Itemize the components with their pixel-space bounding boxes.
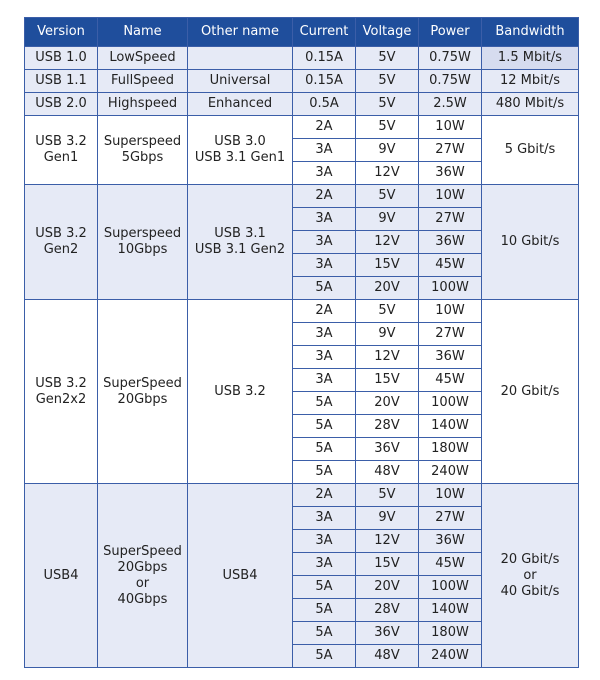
version-cell-line: USB 3.2 (35, 226, 87, 241)
version-cell: USB 1.1 (25, 70, 98, 93)
name-cell-line: SuperSpeed (103, 543, 182, 559)
header-current: Current (293, 18, 356, 47)
voltage-cell: 12V (356, 346, 419, 369)
voltage-cell: 20V (356, 576, 419, 599)
voltage-cell: 9V (356, 208, 419, 231)
version-cell: USB 1.0 (25, 47, 98, 70)
power-cell: 10W (419, 484, 482, 507)
power-cell: 100W (419, 392, 482, 415)
table-body (25, 47, 579, 668)
name-cell (98, 300, 188, 484)
version-cell-line: USB4 (43, 567, 79, 583)
table-row (25, 93, 579, 116)
name-cell (98, 185, 188, 300)
voltage-cell: 5V (356, 70, 419, 93)
bandwidth-cell: 480 Mbit/s (482, 93, 579, 116)
bandwidth-cell (482, 484, 579, 668)
name-cell-line: 20Gbps (117, 391, 168, 407)
voltage-cell: 12V (356, 231, 419, 254)
current-cell: 5A (293, 645, 356, 668)
name-cell-line: 5Gbps (121, 150, 164, 165)
current-cell: 5A (293, 277, 356, 300)
power-cell: 36W (419, 231, 482, 254)
current-cell: 2A (293, 185, 356, 208)
voltage-cell: 36V (356, 622, 419, 645)
current-cell: 3A (293, 507, 356, 530)
current-cell: 2A (293, 484, 356, 507)
current-cell: 3A (293, 139, 356, 162)
name-cell: LowSpeed (98, 47, 188, 70)
current-cell: 3A (293, 323, 356, 346)
table-row (25, 116, 579, 139)
bandwidth-cell: 12 Mbit/s (482, 70, 579, 93)
power-cell: 10W (419, 185, 482, 208)
voltage-cell: 28V (356, 415, 419, 438)
current-cell: 3A (293, 162, 356, 185)
other-name-cell: Universal (188, 70, 293, 93)
voltage-cell: 9V (356, 323, 419, 346)
power-cell: 180W (419, 622, 482, 645)
other-name-cell-line: USB 3.1 (214, 226, 266, 241)
bandwidth-cell-line: or (523, 567, 537, 583)
current-cell: 5A (293, 415, 356, 438)
name-cell-line: Superspeed (103, 134, 182, 149)
current-cell: 2A (293, 116, 356, 139)
version-cell (25, 300, 98, 484)
other-name-cell: Enhanced (188, 93, 293, 116)
other-name-cell-line: USB 3.1 Gen2 (194, 242, 286, 257)
current-cell: 3A (293, 530, 356, 553)
version-cell (25, 116, 98, 185)
current-cell: 5A (293, 622, 356, 645)
name-cell (98, 484, 188, 668)
voltage-cell: 48V (356, 461, 419, 484)
bandwidth-cell-line: 20 Gbit/s (500, 383, 560, 399)
power-cell: 36W (419, 530, 482, 553)
voltage-cell: 20V (356, 277, 419, 300)
current-cell: 3A (293, 208, 356, 231)
name-cell: Highspeed (98, 93, 188, 116)
voltage-cell: 12V (356, 162, 419, 185)
current-cell: 0.5A (293, 93, 356, 116)
power-cell: 27W (419, 139, 482, 162)
header-bandwidth: Bandwidth (482, 18, 579, 47)
power-cell: 45W (419, 553, 482, 576)
bandwidth-cell (482, 185, 579, 300)
voltage-cell: 15V (356, 369, 419, 392)
name-cell (98, 116, 188, 185)
bandwidth-cell-line: 40 Gbit/s (500, 583, 560, 599)
other-name-cell (188, 116, 293, 185)
other-name-cell (188, 185, 293, 300)
power-cell: 0.75W (419, 47, 482, 70)
name-cell: FullSpeed (98, 70, 188, 93)
other-name-cell-line: USB 3.0 (214, 134, 266, 149)
power-cell: 100W (419, 576, 482, 599)
voltage-cell: 9V (356, 139, 419, 162)
power-cell: 240W (419, 645, 482, 668)
current-cell: 0.15A (293, 47, 356, 70)
version-cell-line: Gen2x2 (35, 391, 87, 407)
table-row (25, 300, 579, 323)
current-cell: 5A (293, 392, 356, 415)
other-name-cell-line: USB 3.1 Gen1 (194, 150, 286, 165)
header-voltage: Voltage (356, 18, 419, 47)
power-cell: 140W (419, 415, 482, 438)
name-cell-line: 40Gbps (117, 591, 168, 607)
name-cell-line: 20Gbps (117, 559, 168, 575)
bandwidth-cell: 1.5 Mbit/s (482, 47, 579, 70)
table-row (25, 47, 579, 70)
voltage-cell: 5V (356, 484, 419, 507)
current-cell: 5A (293, 576, 356, 599)
current-cell: 5A (293, 461, 356, 484)
table-row (25, 185, 579, 208)
voltage-cell: 48V (356, 645, 419, 668)
version-cell (25, 484, 98, 668)
header-other-name: Other name (188, 18, 293, 47)
voltage-cell: 5V (356, 93, 419, 116)
power-cell: 100W (419, 277, 482, 300)
bandwidth-cell (482, 300, 579, 484)
bandwidth-cell (482, 116, 579, 185)
current-cell: 5A (293, 599, 356, 622)
power-cell: 36W (419, 162, 482, 185)
version-cell: USB 2.0 (25, 93, 98, 116)
current-cell: 3A (293, 369, 356, 392)
current-cell: 3A (293, 346, 356, 369)
header-version: Version (25, 18, 98, 47)
name-cell-line: 10Gbps (117, 242, 168, 257)
other-name-cell (188, 47, 293, 70)
power-cell: 27W (419, 323, 482, 346)
power-cell: 36W (419, 346, 482, 369)
voltage-cell: 12V (356, 530, 419, 553)
voltage-cell: 5V (356, 185, 419, 208)
voltage-cell: 15V (356, 254, 419, 277)
power-cell: 45W (419, 254, 482, 277)
version-cell-line: Gen1 (43, 150, 79, 165)
current-cell: 0.15A (293, 70, 356, 93)
table-row (25, 484, 579, 507)
header-power: Power (419, 18, 482, 47)
power-cell: 180W (419, 438, 482, 461)
current-cell: 3A (293, 254, 356, 277)
table-row (25, 70, 579, 93)
power-cell: 27W (419, 208, 482, 231)
power-cell: 27W (419, 507, 482, 530)
voltage-cell: 5V (356, 300, 419, 323)
other-name-cell-line: USB 3.2 (214, 383, 266, 399)
current-cell: 3A (293, 553, 356, 576)
current-cell: 2A (293, 300, 356, 323)
header-row (25, 18, 579, 47)
version-cell (25, 185, 98, 300)
name-cell-line: or (135, 575, 150, 591)
voltage-cell: 5V (356, 116, 419, 139)
power-cell: 2.5W (419, 93, 482, 116)
name-cell-line: Superspeed (103, 226, 182, 241)
voltage-cell: 28V (356, 599, 419, 622)
current-cell: 5A (293, 438, 356, 461)
version-cell-line: Gen2 (43, 242, 79, 257)
name-cell-line: SuperSpeed (103, 375, 182, 391)
version-cell-line: USB 3.2 (35, 134, 87, 149)
voltage-cell: 20V (356, 392, 419, 415)
voltage-cell: 5V (356, 47, 419, 70)
usb-spec-table (24, 17, 579, 668)
power-cell: 140W (419, 599, 482, 622)
bandwidth-cell-line: 10 Gbit/s (500, 234, 560, 249)
current-cell: 3A (293, 231, 356, 254)
voltage-cell: 9V (356, 507, 419, 530)
power-cell: 10W (419, 116, 482, 139)
power-cell: 45W (419, 369, 482, 392)
voltage-cell: 15V (356, 553, 419, 576)
power-cell: 0.75W (419, 70, 482, 93)
bandwidth-cell-line: 5 Gbit/s (504, 142, 556, 157)
other-name-cell (188, 300, 293, 484)
other-name-cell-line: USB4 (222, 567, 258, 583)
bandwidth-cell-line: 20 Gbit/s (500, 551, 560, 567)
power-cell: 240W (419, 461, 482, 484)
voltage-cell: 36V (356, 438, 419, 461)
other-name-cell (188, 484, 293, 668)
power-cell: 10W (419, 300, 482, 323)
version-cell-line: USB 3.2 (35, 375, 87, 391)
header-name: Name (98, 18, 188, 47)
